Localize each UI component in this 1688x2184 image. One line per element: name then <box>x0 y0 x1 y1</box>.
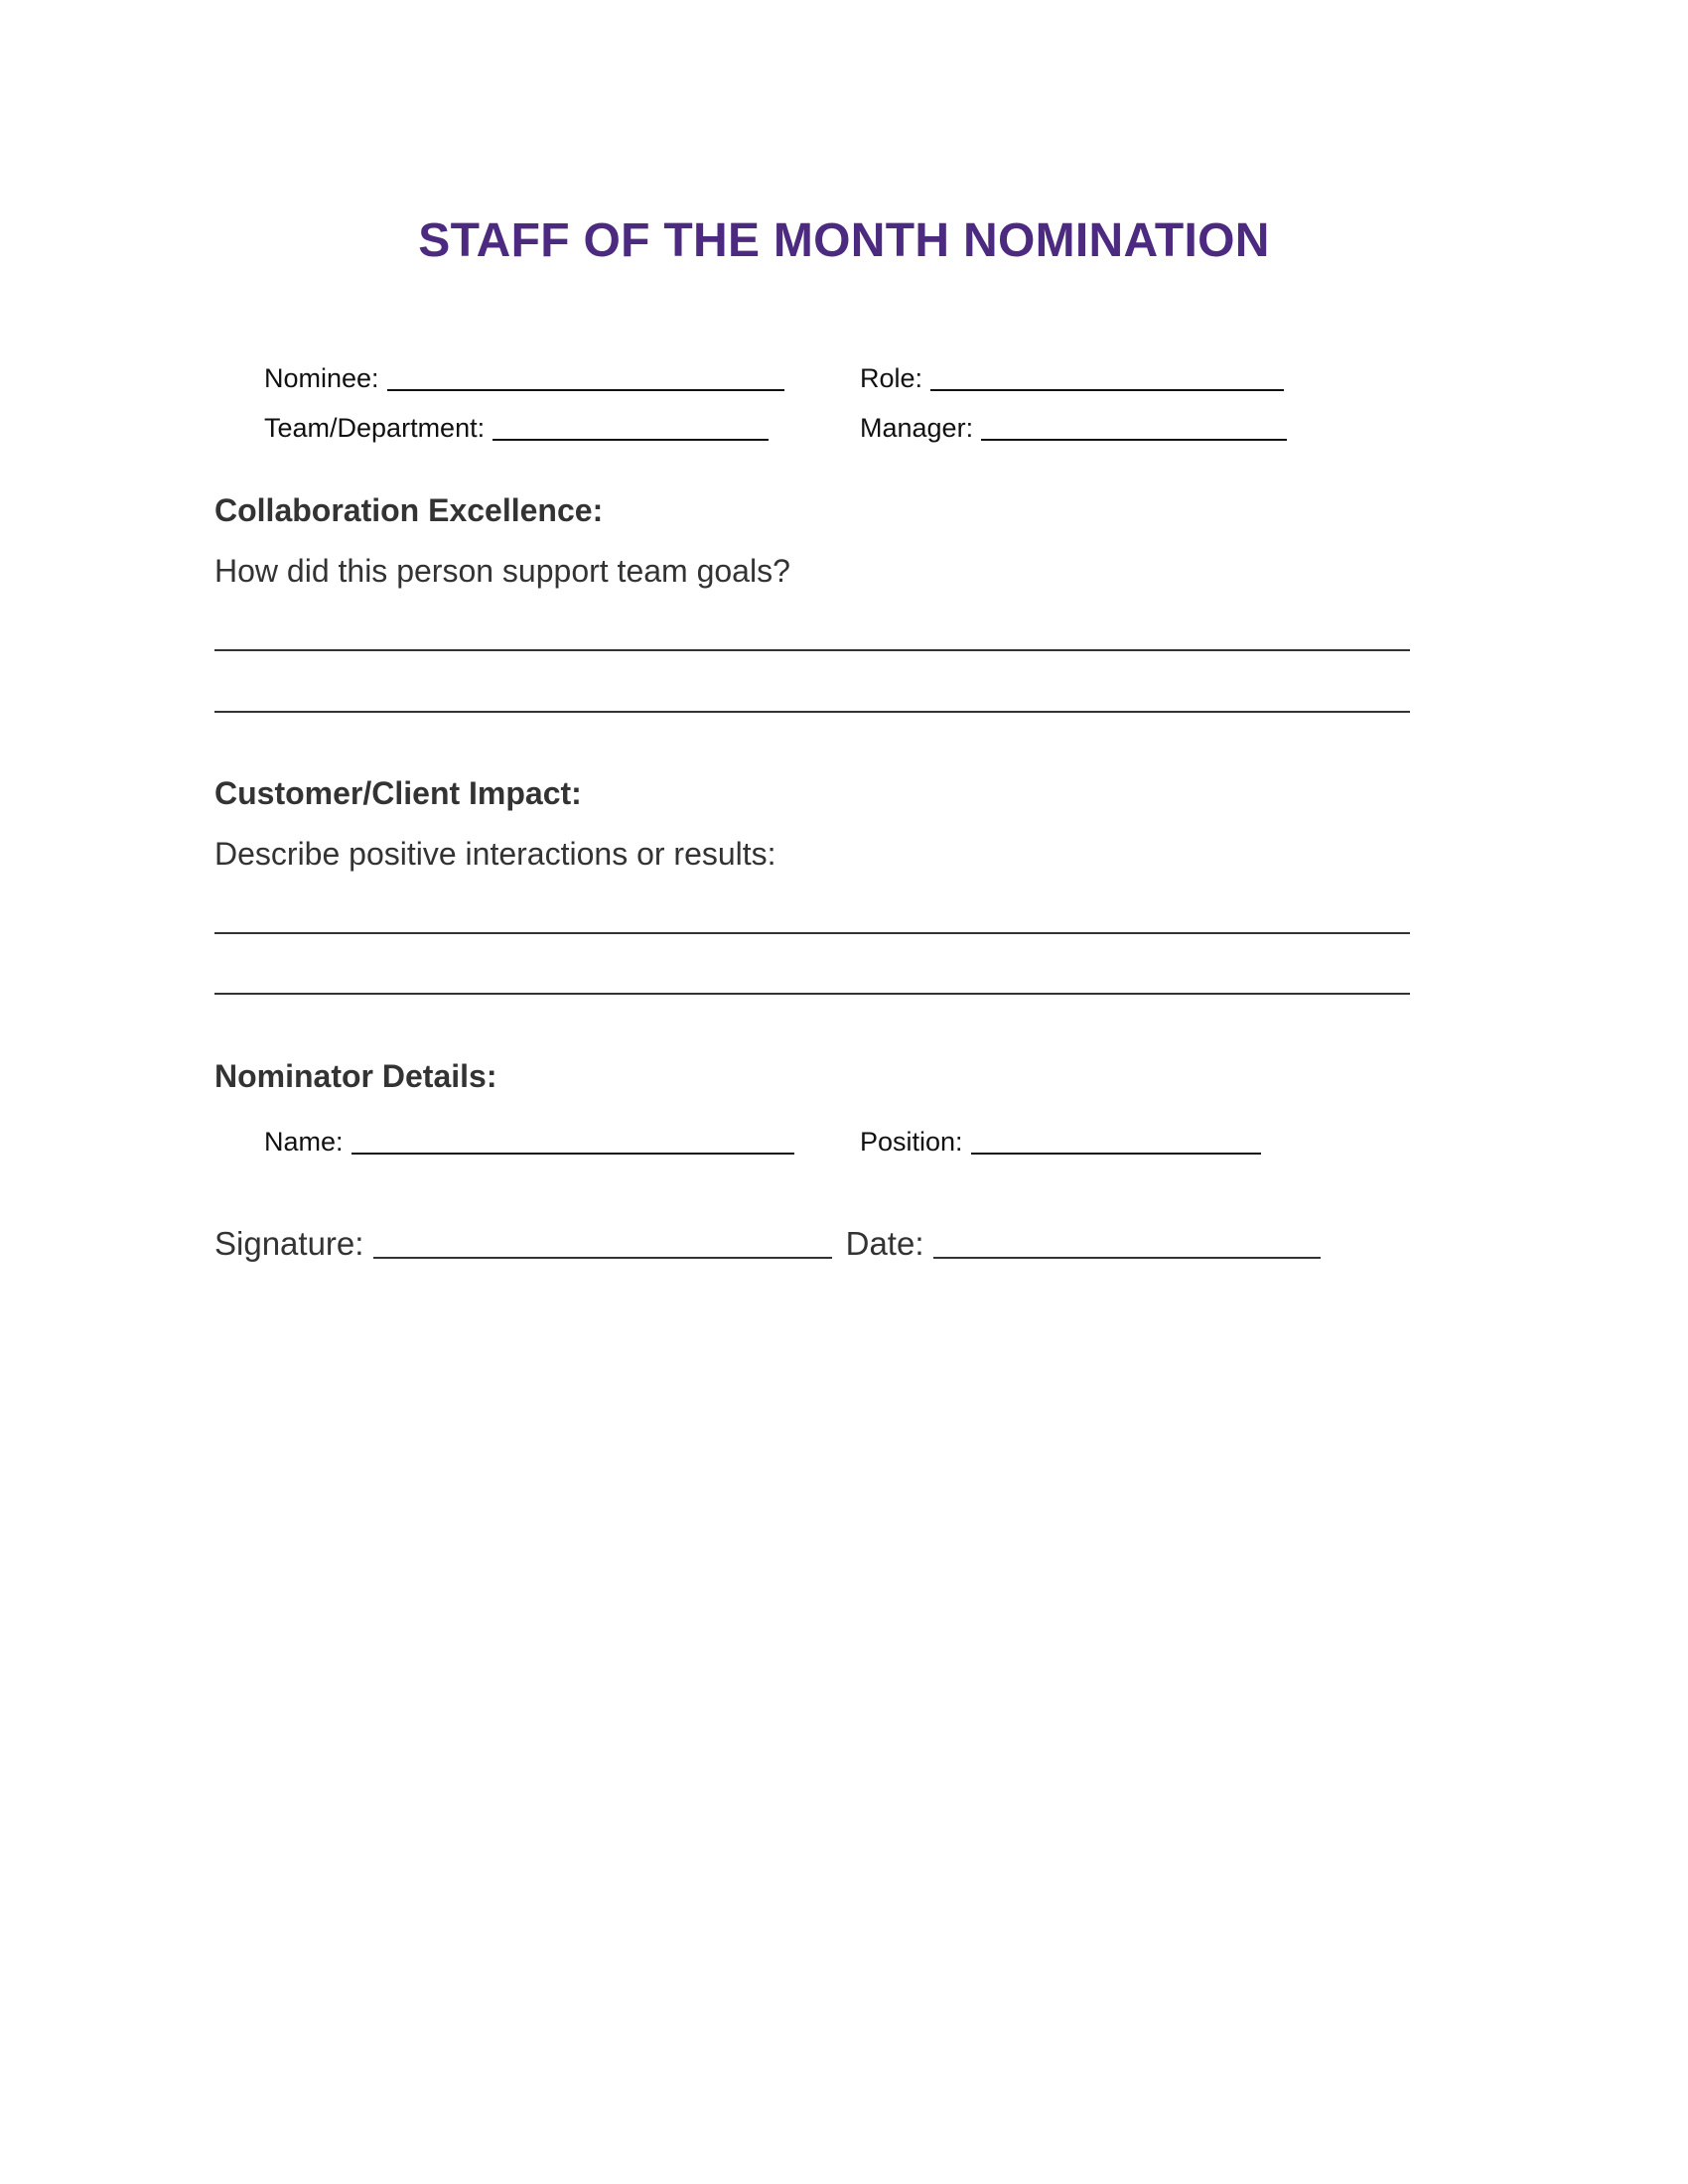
team-department-field[interactable] <box>264 409 769 445</box>
role-field[interactable] <box>860 359 1284 395</box>
nominator-name-field[interactable] <box>264 1123 794 1159</box>
customer-impact-prompt: Describe positive interactions or results: <box>214 836 776 872</box>
form-title: STAFF OF THE MONTH NOMINATION <box>418 214 1270 267</box>
team-department-blank[interactable] <box>492 413 769 441</box>
nominator-heading: Nominator Details: <box>214 1058 497 1094</box>
collaboration-answer-line-2[interactable] <box>214 711 1410 713</box>
manager-blank[interactable] <box>981 413 1287 441</box>
date-blank[interactable] <box>933 1227 1321 1259</box>
nominator-position-label: Position: <box>860 1127 963 1157</box>
signature-date-row <box>214 1223 1321 1264</box>
collaboration-prompt: How did this person support team goals? <box>214 553 790 589</box>
nominator-name-blank[interactable] <box>352 1127 794 1155</box>
nominator-position-field[interactable] <box>860 1123 1261 1159</box>
collaboration-answer-line-1[interactable] <box>214 649 1410 651</box>
date-label: Date: <box>845 1225 924 1262</box>
manager-field[interactable] <box>860 409 1287 445</box>
customer-impact-heading: Customer/Client Impact: <box>214 775 582 811</box>
signature-label: Signature: <box>214 1225 364 1262</box>
signature-blank[interactable] <box>373 1227 832 1259</box>
nominee-blank[interactable] <box>387 363 784 391</box>
manager-label: Manager: <box>860 413 974 443</box>
nominee-label: Nominee: <box>264 363 379 393</box>
collaboration-heading: Collaboration Excellence: <box>214 492 604 528</box>
role-blank[interactable] <box>930 363 1284 391</box>
team-department-label: Team/Department: <box>264 413 486 443</box>
customer-impact-answer-line-1[interactable] <box>214 932 1410 934</box>
nominator-position-blank[interactable] <box>971 1127 1261 1155</box>
nominee-field[interactable] <box>264 359 784 395</box>
nominator-name-label: Name: <box>264 1127 344 1157</box>
customer-impact-answer-line-2[interactable] <box>214 993 1410 995</box>
role-label: Role: <box>860 363 923 393</box>
